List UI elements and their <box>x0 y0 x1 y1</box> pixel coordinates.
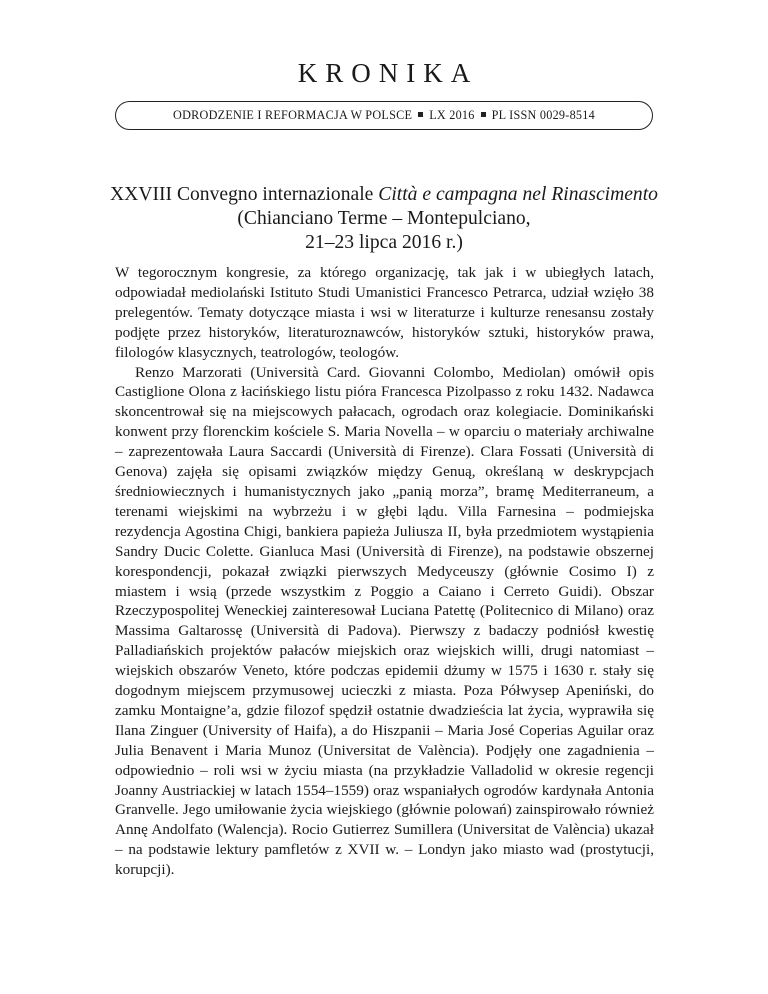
square-bullet-icon <box>418 112 423 117</box>
article-title <box>100 183 668 255</box>
article-title-number: XXVIII Convegno internazionale <box>110 184 374 205</box>
journal-issn: PL ISSN 0029-8514 <box>491 108 595 122</box>
journal-header-band <box>115 101 653 130</box>
journal-name: ODRODZENIE I REFORMACJA W POLSCE <box>173 108 413 122</box>
article-body <box>115 263 654 880</box>
article-title-dates: 21–23 lipca 2016 r.) <box>305 232 463 253</box>
paragraph: Renzo Marzorati (Università Card. Giovanni Colombo, Mediolan) omówił opis Castiglione Olona z łacińskiego listu pióra Francesca Pizolpasso z roku 1432. Nadawca skoncentrował się na miejscowych pałacach, ogrodach oraz kolegiacie. Dominikański konwent przy florenckim kościele S. Maria Novella – w oparciu o materiały archiwalne – zaprezentowała Laura Saccardi (Università di Firenze). Clara Fossati (Università di Genova) zajęła się opisami związków między Genuą, określaną w deskrypcjach średniowiecznych i humanistycznych jako „panią morza”, bramę Mediterraneum, a terenami wiejskimi na wybrzeżu i w głębi lądu. Villa Farnesina – podmiejska rezydencja Agostina Chigi, bankiera papieża Juliusza II, była przedmiotem wystąpienia Sandry Ducic Colette. Gianluca Masi (Università di Firenze), na podstawie obszernej korespondencji, pokazał związki pierwszych Medyceuszy (głównie Cosimo I) z miastem i wsią (przede wszystkim z Poggio a Caiano i Cerreto Guidi). Obszar Rzeczypospolitej Weneckiej zainteresował Luciana Patettę (Politecnico di Milano) oraz Massima Galtarossę (Università di Padova). Pierwszy z badaczy podniósł kwestię Palladiańskich projektów pałaców miejskich oraz wiejskich willi, drugi natomiast – wiejskich obszarów Veneto, które podczas epidemii dżumy w 1575 i 1630 r. stały się dogodnym miejscem przymusowej ucieczki z miasta. Poza Półwysep Apeniński, do zamku Montaigne’a, gdzie filozof spędził ostatnie dwadzieścia lat życia, wyprawiła się Ilana Zinguer (University of Haifa), a do Hiszpanii – Maria José Coperias Aguilar oraz Julia Benavent i Maria Munoz (Universitat de València). Podjęły one zagadnienia – odpowiednio – roli wsi w życiu miasta (na przykładzie Valladolid w okresie regencji Joanny Austriackiej w latach 1554–1559) oraz wspaniałych ogrodów kardynała Antonia Granvelle. Jego umiłowanie życia wiejskiego (głównie polowań) zainspirowało również Annę Andolfato (Walencja). Rocio Gutierrez Sumillera (Universitat de València) ukazał – na podstawie lektury pamfletów z XVII w. – Londyn jako miasto wad (prostytucji, korupcji). <box>115 363 654 879</box>
article-title-italic: Città e campagna nel Rinascimento <box>378 184 658 205</box>
journal-volume: LX 2016 <box>429 108 475 122</box>
square-bullet-icon <box>481 112 486 117</box>
paragraph: W tegorocznym kongresie, za którego organizację, tak jak i w ubiegłych latach, odpowiadał mediolański Istituto Studi Umanistici Francesco Petrarca, udział wzięło 38 prelegentów. Tematy dotyczące miasta i wsi w literaturze i kulturze renesansu zostały podjęte przez historyków, literaturoznawców, historyków sztuki, historyków prawa, filologów klasycznych, teatrologów, teologów. <box>115 264 654 361</box>
article-title-place: (Chianciano Terme – Montepulciano, <box>237 208 531 229</box>
section-title: KRONIKA <box>297 58 479 88</box>
